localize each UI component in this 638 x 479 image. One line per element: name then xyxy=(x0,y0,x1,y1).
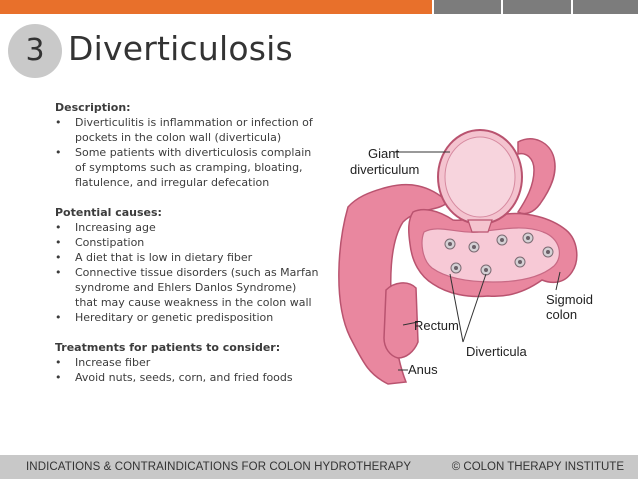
top-accent-bar xyxy=(0,0,638,14)
slide-number-badge: 3 xyxy=(8,24,62,78)
list-item: • Increase fiber xyxy=(55,355,320,370)
footer-left-text: INDICATIONS & CONTRAINDICATIONS FOR COLON HYDROTHERAPY xyxy=(26,461,412,473)
footer-bar xyxy=(0,455,638,479)
list-item: • Increasing age xyxy=(55,220,320,235)
accent-bar-orange xyxy=(0,0,432,14)
footer-copyright: © COLON THERAPY INSTITUTE xyxy=(451,461,624,473)
causes-heading: Potential causes: xyxy=(55,206,162,219)
label-giant: Giant xyxy=(368,146,400,161)
list-item: • Constipation xyxy=(55,235,320,250)
list-item: • Diverticulitis is inflammation or infection of pockets in the colon wall (diverticula) xyxy=(55,115,320,145)
label-sigmoid: Sigmoid xyxy=(546,292,593,307)
rectum xyxy=(384,283,418,358)
description-list xyxy=(55,115,320,190)
sigmoid-lumen xyxy=(422,228,559,282)
slide-content xyxy=(55,100,320,385)
list-item: • Some patients with diverticulosis complain of symptoms such as cramping, bloating, flatulence, and irregular defecation xyxy=(55,145,320,190)
list-item: • A diet that is low in dietary fiber xyxy=(55,250,320,265)
label-anus: Anus xyxy=(408,362,438,377)
list-item: • Avoid nuts, seeds, corn, and fried foods xyxy=(55,370,320,385)
accent-bar-gray xyxy=(432,0,638,14)
causes-list xyxy=(55,220,320,325)
colon-diagram xyxy=(328,112,593,387)
treatments-list xyxy=(55,355,320,385)
label-diverticulum: diverticulum xyxy=(350,162,420,177)
label-colon: colon xyxy=(546,307,578,322)
label-rectum: Rectum xyxy=(414,318,459,333)
list-item: • Connective tissue disorders (such as Marfan syndrome and Ehlers Danlos Syndrome) that may cause weakness in the colon wall xyxy=(55,265,320,310)
slide-title: Diverticulosis xyxy=(68,29,293,68)
description-heading: Description: xyxy=(55,101,131,114)
upper-loop xyxy=(518,139,555,214)
treatments-heading: Treatments for patients to consider: xyxy=(55,341,281,354)
label-diverticula: Diverticula xyxy=(466,344,527,359)
list-item: • Hereditary or genetic predisposition xyxy=(55,310,320,325)
